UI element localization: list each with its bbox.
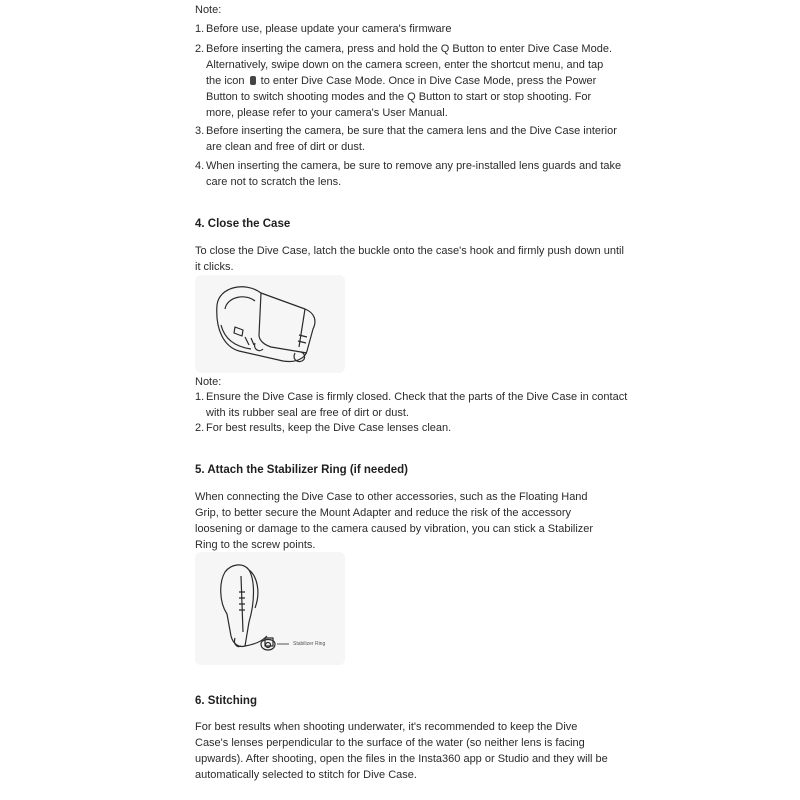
note-label: Note: xyxy=(195,4,222,16)
dive-case-closed-image xyxy=(195,275,345,373)
note-label: Note: xyxy=(195,376,222,388)
q-button-icon xyxy=(250,76,256,85)
section-heading: 6. Stitching xyxy=(195,695,257,707)
figure-label: Stabilizer Ring xyxy=(293,641,326,647)
stabilizer-ring-illustration xyxy=(195,552,345,665)
dive-case-closed-illustration xyxy=(195,275,345,373)
paragraph: For best results when shooting underwater, it's recommended to keep the Dive Case's lenses perpendicular to the surface of the water (so neither lens is facing upwards). After shooting, open the files in the Insta360 app or Studio and they will be automatically selected to stitch for Dive Case. xyxy=(195,721,608,781)
paragraph: To close the Dive Case, latch the buckle onto the case's hook and firmly push down until it clicks. xyxy=(195,245,624,273)
stabilizer-ring-image xyxy=(195,552,345,665)
paragraph: When connecting the Dive Case to other accessories, such as the Floating Hand Grip, to better secure the Mount Adapter and reduce the risk of the accessory loosening or damage to the camera caused by vibration, you can stick a Stabilizer Ring to the screw points. xyxy=(195,491,594,551)
section-heading: 4. Close the Case xyxy=(195,218,291,230)
section-heading: 5. Attach the Stabilizer Ring (if needed) xyxy=(195,464,408,476)
